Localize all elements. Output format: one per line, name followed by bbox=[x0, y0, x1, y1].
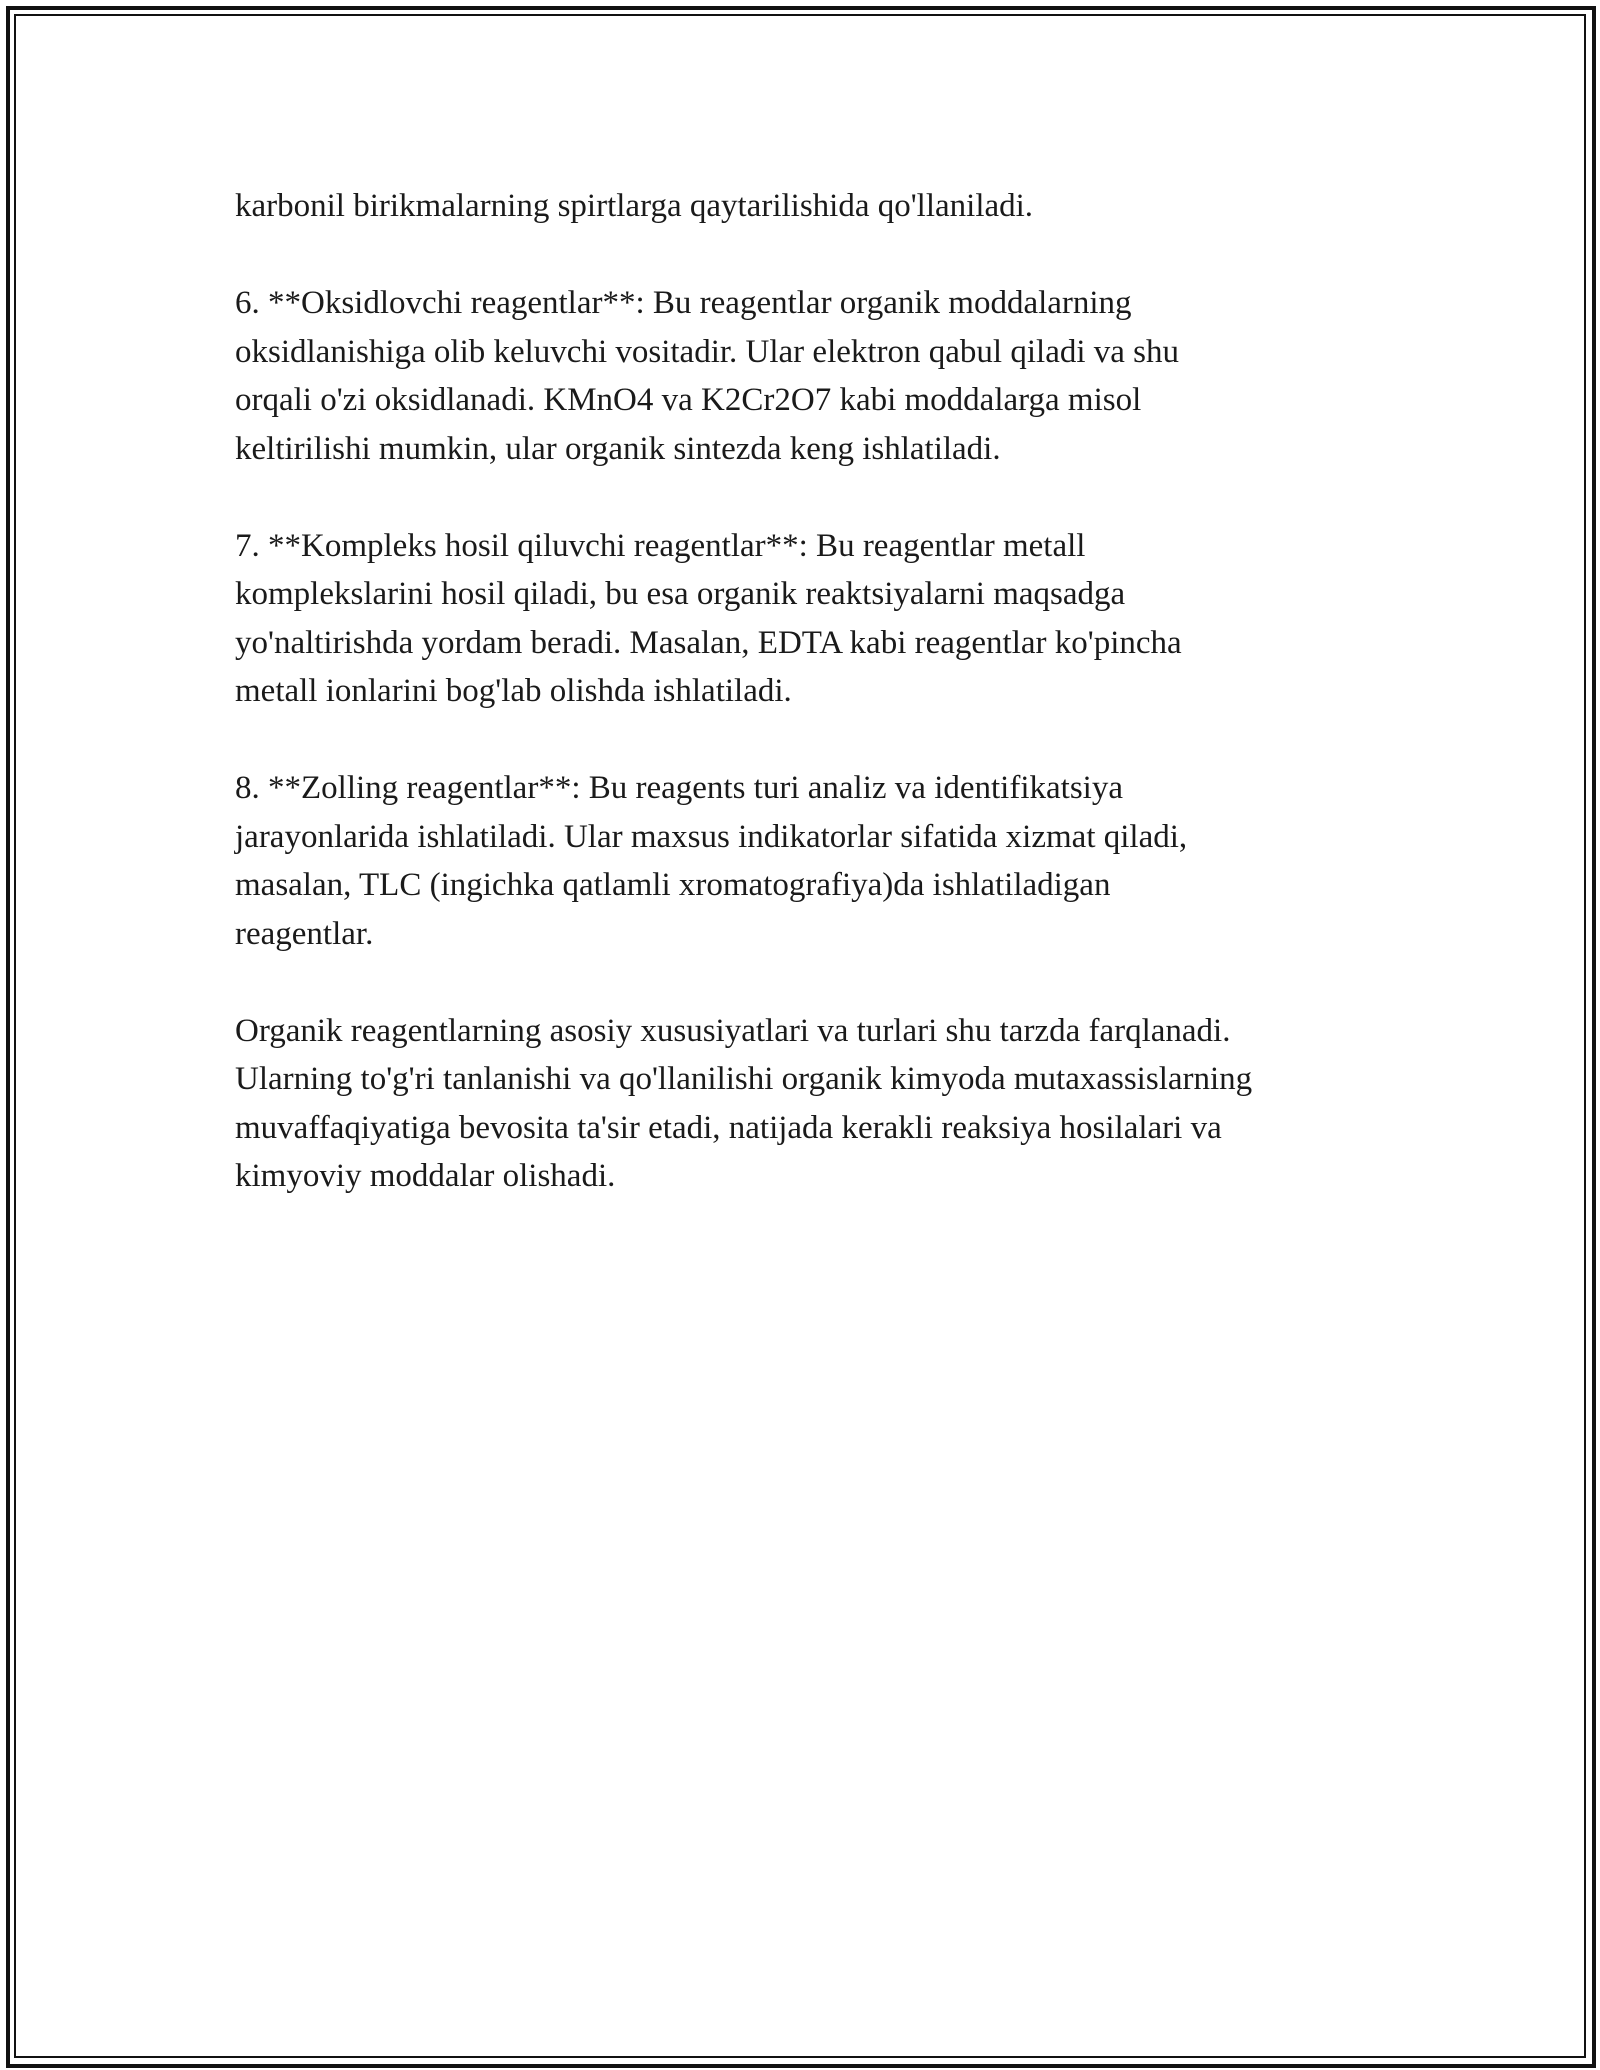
paragraph-conclusion: Organik reagentlarning asosiy xususiyatlari va turlari shu tarzda farqlanadi. Ularning to'g'ri tanlanishi va qo'llanilishi organik kimyoda mutaxassislarning muvaffaqiyatiga bevosita ta'sir etadi, natijada kerakli reaksiya hosilalari va kimyoviy moddalar olishadi. bbox=[235, 1012, 1253, 1194]
page-content bbox=[235, 182, 1385, 1249]
paragraph-continuation: karbonil birikmalarning spirtlarga qaytarilishida qo'llaniladi. bbox=[235, 188, 1034, 224]
paragraph-complexing-reagents: 7. **Kompleks hosil qiluvchi reagentlar**: Bu reagentlar metall komplekslarini hosil qiladi, bu esa organik reaktsiyalarni maqsadga yo'naltirishda yordam beradi. Masalan, EDTA kabi reagentlar ko'pincha metall ionlarini bog'lab olishda ishlatiladi. bbox=[235, 527, 1182, 709]
paragraph-zolling-reagents: 8. **Zolling reagentlar**: Bu reagents turi analiz va identifikatsiya jarayonlarida ishlatiladi. Ular maxsus indikatorlar sifatida xizmat qiladi, masalan, TLC (ingichka qatlamli xromatografiya)da ishlatiladigan reagentlar. bbox=[235, 770, 1188, 952]
paragraph-oxidizing-reagents: 6. **Oksidlovchi reagentlar**: Bu reagentlar organik moddalarning oksidlanishiga olib keluvchi vositadir. Ular elektron qabul qiladi va shu orqali o'zi oksidlanadi. KMnO4 va K2Cr2O7 kabi moddalarga misol keltirilishi mumkin, ular organik sintezda keng ishlatiladi. bbox=[235, 285, 1179, 467]
